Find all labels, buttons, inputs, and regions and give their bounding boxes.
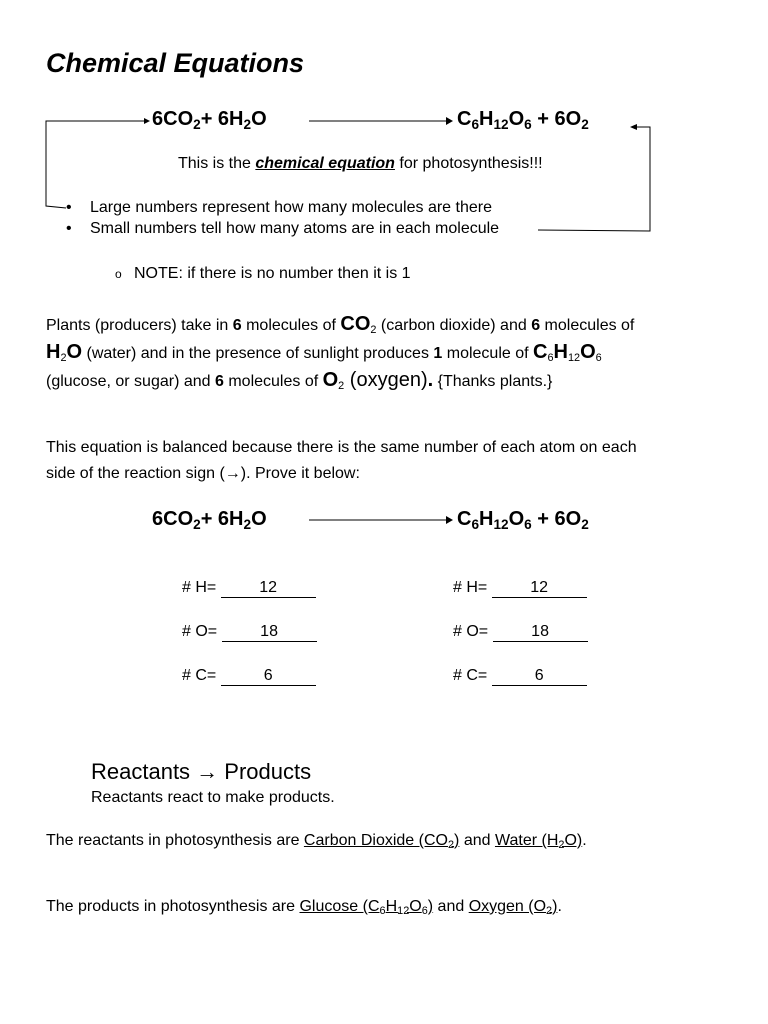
count-row-c: # C= 6 <box>182 666 317 710</box>
count-row-o: # O= 18 <box>453 622 588 666</box>
list-item: • Small numbers tell how many atoms are in each molecule <box>66 220 500 237</box>
bullet-icon: • <box>66 199 72 216</box>
reactants-heading: Reactants → Products <box>91 759 312 784</box>
paragraph-balanced: This equation is balanced because there is the same number of each atom on each side of the reaction sign (→). Prove it below: <box>46 439 637 482</box>
equation-caption: This is the chemical equation for photosynthesis!!! <box>178 155 543 172</box>
bullet-icon: • <box>66 220 72 237</box>
paragraph-photosynthesis: Plants (producers) take in 6 molecules of $CO_2$ (carbon dioxide) and 6 molecules of $H_2O$ (water) and in the presence of sunlight produces 1 molecule of $C_6H_{12}O_6$ (glucose, or sugar) and 6 molecules of $O_2$ (oxygen). {Thanks plants.} <box>46 313 635 393</box>
equation-reactants-2: $6CO_2+ 6H_2O$ <box>152 508 267 532</box>
reactants-line: The reactants in photosynthesis are Carbon Dioxide $(CO_2)$ and Water $(H_2O)$. <box>46 832 587 852</box>
count-row-h: # H= 12 <box>182 578 317 622</box>
count-row-h: # H= 12 <box>453 578 588 622</box>
atom-counts-left <box>182 578 317 710</box>
circle-bullet-icon: o <box>115 267 122 281</box>
reactants-subtext: Reactants react to make products. <box>91 789 335 806</box>
count-input-o-right[interactable]: 18 <box>493 623 588 642</box>
equation-products-2: $C_6H_{12}O_6 + 6O_2$ <box>457 508 589 532</box>
products-line: The products in photosynthesis are Glucose $(C_6H_{12}O_6)$ and Oxygen $(O_2)$. <box>46 898 562 918</box>
atom-counts-right <box>453 578 588 710</box>
count-input-h-left[interactable]: 12 <box>221 579 316 598</box>
count-row-o: # O= 18 <box>182 622 317 666</box>
count-input-h-right[interactable]: 12 <box>492 579 587 598</box>
count-input-o-left[interactable]: 18 <box>222 623 317 642</box>
note-item: o NOTE: if there is no number then it is 1 <box>115 265 411 282</box>
chemical-equation-term: chemical equation <box>255 155 395 172</box>
count-input-c-left[interactable]: 6 <box>221 667 316 686</box>
equation-reactants: $6CO_2+ 6H_2O$ <box>152 108 267 132</box>
count-row-c: # C= 6 <box>453 666 588 710</box>
equation-products: $C_6H_{12}O_6 + 6O_2$ <box>457 108 589 132</box>
list-item: • Large numbers represent how many molecules are there <box>66 199 492 216</box>
page-title: Chemical Equations <box>46 48 305 78</box>
bullet-list <box>66 198 499 240</box>
count-input-c-right[interactable]: 6 <box>492 667 587 686</box>
